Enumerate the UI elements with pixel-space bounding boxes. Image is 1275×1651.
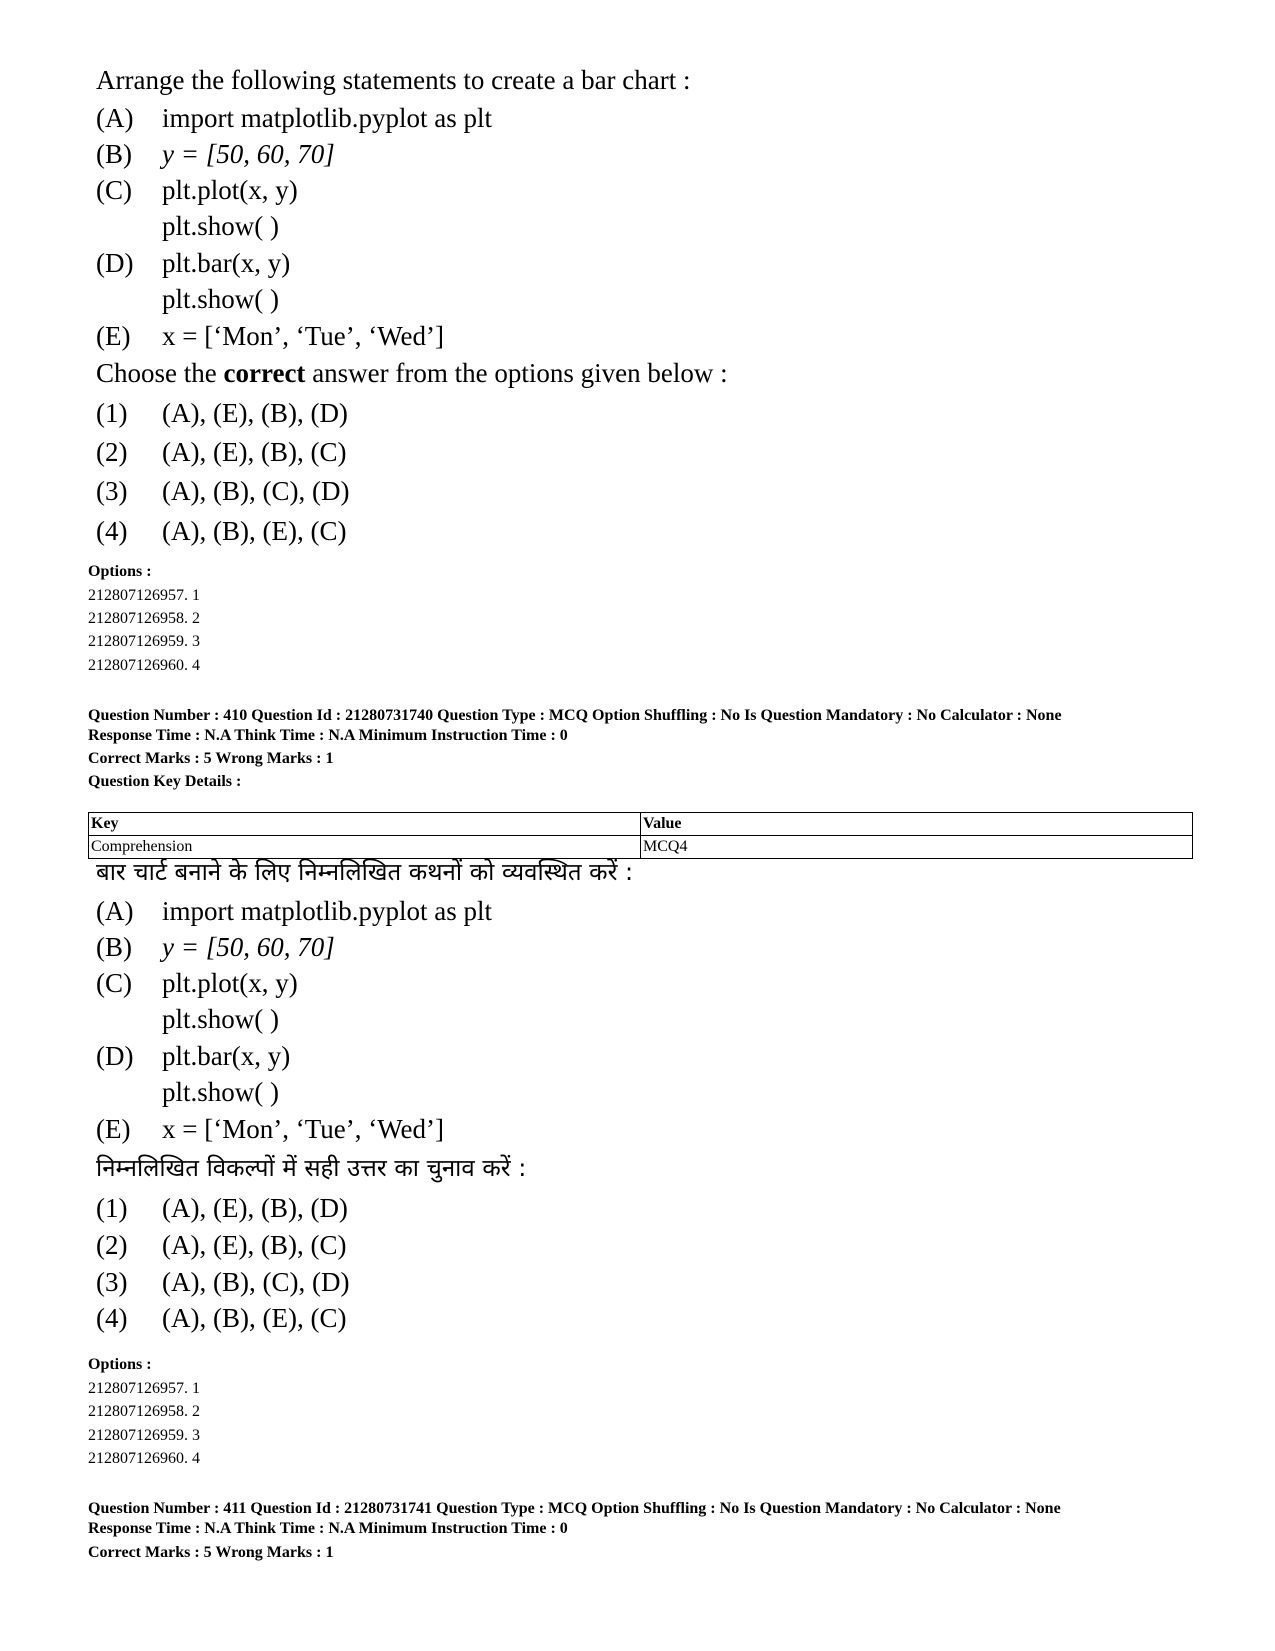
statement-label: (A) [96, 896, 134, 926]
answer-text: (A), (E), (B), (D) [162, 1193, 348, 1223]
question-key-details-label: Question Key Details : [88, 773, 242, 790]
statement-b [96, 136, 796, 172]
answer-label: (1) [96, 398, 128, 428]
table-header-value: Value [641, 813, 1193, 836]
question-key-table [88, 812, 1193, 859]
answer-1 [96, 1190, 796, 1226]
choose-instruction [96, 355, 728, 391]
answer-1 [96, 395, 796, 431]
answer-text: (A), (E), (B), (D) [162, 398, 348, 428]
question-prompt: Arrange the following statements to create a bar chart : [96, 65, 691, 95]
options-label: Options : [88, 563, 152, 580]
question-prompt-hindi: बार चार्ट बनाने के लिए निम्नलिखित कथनों को व्यवस्थित करें : [96, 858, 634, 886]
statement-text: x = [‘Mon’, ‘Tue’, ‘Wed’] [162, 1114, 444, 1144]
statement-label: (C) [96, 175, 132, 205]
statement-text-line2: plt.show( ) [162, 211, 279, 241]
answer-3 [96, 1264, 796, 1300]
statement-a [96, 893, 796, 929]
answer-2 [96, 1227, 796, 1263]
table-cell-value: MCQ4 [641, 836, 1193, 859]
option-id: 212807126960. 4 [88, 657, 200, 674]
answer-text: (A), (B), (E), (C) [162, 516, 347, 546]
option-id: 212807126957. 1 [88, 1380, 200, 1397]
statement-label: (D) [96, 1041, 134, 1071]
statement-text: plt.bar(x, y) [162, 248, 291, 278]
statement-text: plt.plot(x, y) [162, 175, 298, 205]
statement-text: import matplotlib.pyplot as plt [162, 103, 492, 133]
answer-label: (3) [96, 476, 128, 506]
statement-label: (E) [96, 1114, 131, 1144]
statement-label: (B) [96, 932, 132, 962]
answer-text: (A), (B), (E), (C) [162, 1303, 347, 1333]
table-header-key: Key [89, 813, 641, 836]
statement-c [96, 965, 796, 1037]
answer-3 [96, 473, 796, 509]
statement-text: x = [‘Mon’, ‘Tue’, ‘Wed’] [162, 321, 444, 351]
choose-suffix: answer from the options given below : [305, 358, 728, 388]
statement-label: (B) [96, 139, 132, 169]
statement-d [96, 1038, 796, 1110]
option-id: 212807126960. 4 [88, 1450, 200, 1467]
statement-text-line2: plt.show( ) [162, 1077, 279, 1107]
question-meta-line1: Question Number : 411 Question Id : 21280731741 Question Type : MCQ Option Shuffling : No Is Question Mandatory : No Calculator : None [88, 1500, 1061, 1517]
question-meta-line1: Question Number : 410 Question Id : 21280731740 Question Type : MCQ Option Shuffling : No Is Question Mandatory : No Calculator : None [88, 707, 1062, 724]
statement-label: (A) [96, 103, 134, 133]
statement-text: plt.bar(x, y) [162, 1041, 291, 1071]
answer-label: (4) [96, 516, 128, 546]
statement-c [96, 172, 796, 244]
table-header-row [89, 813, 1193, 836]
answer-text: (A), (B), (C), (D) [162, 476, 350, 506]
answer-text: (A), (E), (B), (C) [162, 1230, 347, 1260]
question-meta-line2: Response Time : N.A Think Time : N.A Minimum Instruction Time : 0 [88, 727, 568, 744]
choose-bold: correct [223, 358, 306, 388]
statement-label: (D) [96, 248, 134, 278]
statement-text: y = [50, 60, 70] [162, 932, 335, 962]
question-marks: Correct Marks : 5 Wrong Marks : 1 [88, 1544, 334, 1561]
question-meta-line2: Response Time : N.A Think Time : N.A Minimum Instruction Time : 0 [88, 1520, 568, 1537]
answer-label: (3) [96, 1267, 128, 1297]
statement-text: import matplotlib.pyplot as plt [162, 896, 492, 926]
statement-b [96, 929, 796, 965]
answer-label: (4) [96, 1303, 128, 1333]
question-marks: Correct Marks : 5 Wrong Marks : 1 [88, 750, 334, 767]
answer-2 [96, 434, 796, 470]
answer-label: (1) [96, 1193, 128, 1223]
answer-label: (2) [96, 437, 128, 467]
choose-prefix: Choose the [96, 358, 224, 388]
option-id: 212807126957. 1 [88, 587, 200, 604]
answer-4 [96, 1300, 796, 1336]
option-id: 212807126958. 2 [88, 1403, 200, 1420]
statement-text: plt.plot(x, y) [162, 968, 298, 998]
statement-text-line2: plt.show( ) [162, 284, 279, 314]
option-id: 212807126958. 2 [88, 610, 200, 627]
statement-label: (C) [96, 968, 132, 998]
table-cell-key: Comprehension [89, 836, 641, 859]
answer-text: (A), (B), (C), (D) [162, 1267, 350, 1297]
option-id: 212807126959. 3 [88, 633, 200, 650]
statement-e [96, 318, 796, 354]
statement-text: y = [50, 60, 70] [162, 139, 335, 169]
option-id: 212807126959. 3 [88, 1427, 200, 1444]
statement-text-line2: plt.show( ) [162, 1004, 279, 1034]
answer-4 [96, 513, 796, 549]
options-label: Options : [88, 1356, 152, 1373]
answer-label: (2) [96, 1230, 128, 1260]
statement-label: (E) [96, 321, 131, 351]
statement-e [96, 1111, 796, 1147]
statement-a [96, 100, 796, 136]
statement-d [96, 245, 796, 317]
answer-text: (A), (E), (B), (C) [162, 437, 347, 467]
choose-instruction-hindi: निम्नलिखित विकल्पों में सही उत्तर का चुनाव करें : [96, 1154, 527, 1182]
